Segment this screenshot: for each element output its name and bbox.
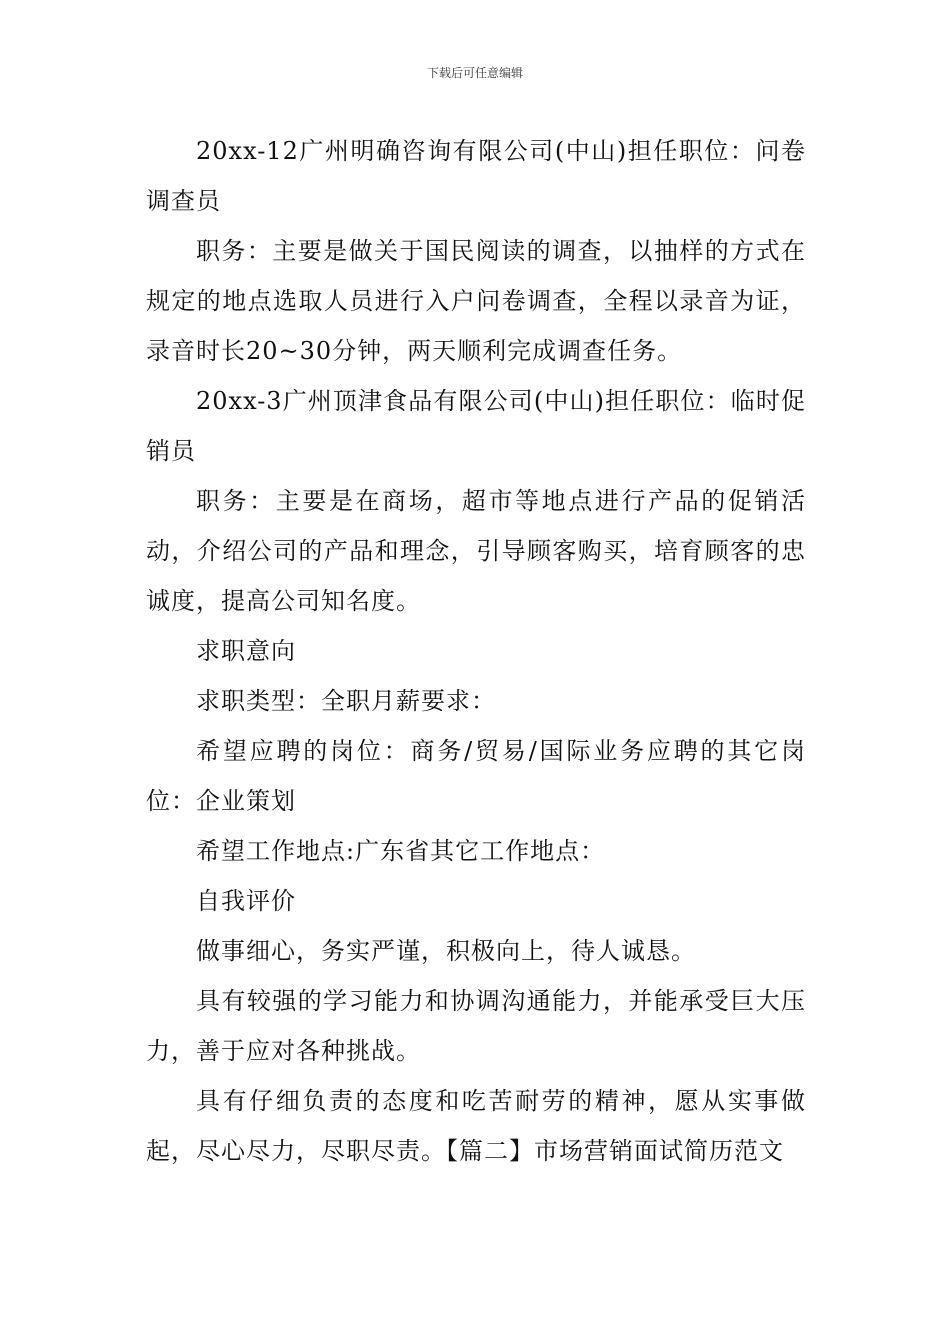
document-body: [146, 126, 806, 1176]
paragraph-self-eval-1: 做事细心，务实严谨，积极向上，待人诚恳。: [196, 937, 696, 965]
paragraph-job-1-title: 20xx-12广州明确咨询有限公司(中山)担任职位：问卷调查员: [146, 137, 806, 215]
paragraph-self-eval-2: 具有较强的学习能力和协调沟通能力，并能承受巨大压力，善于应对各种挑战。: [146, 987, 806, 1065]
section-heading-self-evaluation: 自我评价: [196, 887, 296, 915]
paragraph-desired-position: 希望应聘的岗位：商务/贸易/国际业务应聘的其它岗位：企业策划: [146, 737, 806, 815]
page-header-note: 下载后可任意编辑: [426, 66, 523, 80]
paragraph-job-1-duties: 职务：主要是做关于国民阅读的调查，以抽样的方式在规定的地点选取人员进行入户问卷调查，全程以录音为证，录音时长20~30分钟，两天顺利完成调查任务。: [146, 237, 806, 365]
paragraph-job-2-title: 20xx-3广州顶津食品有限公司(中山)担任职位：临时促销员: [146, 387, 806, 465]
paragraph-job-type: 求职类型：全职月薪要求：: [196, 687, 496, 715]
paragraph-job-2-duties: 职务：主要是在商场，超市等地点进行产品的促销活动，介绍公司的产品和理念，引导顾客购买，培育顾客的忠诚度，提高公司知名度。: [146, 487, 806, 615]
section-heading-job-intent: 求职意向: [196, 637, 296, 665]
paragraph-desired-location: 希望工作地点:广东省其它工作地点：: [196, 837, 606, 865]
paragraph-self-eval-3: 具有仔细负责的态度和吃苦耐劳的精神，愿从实事做起，尽心尽力，尽职尽责。【篇二】市场营销面试简历范文: [146, 1087, 806, 1165]
